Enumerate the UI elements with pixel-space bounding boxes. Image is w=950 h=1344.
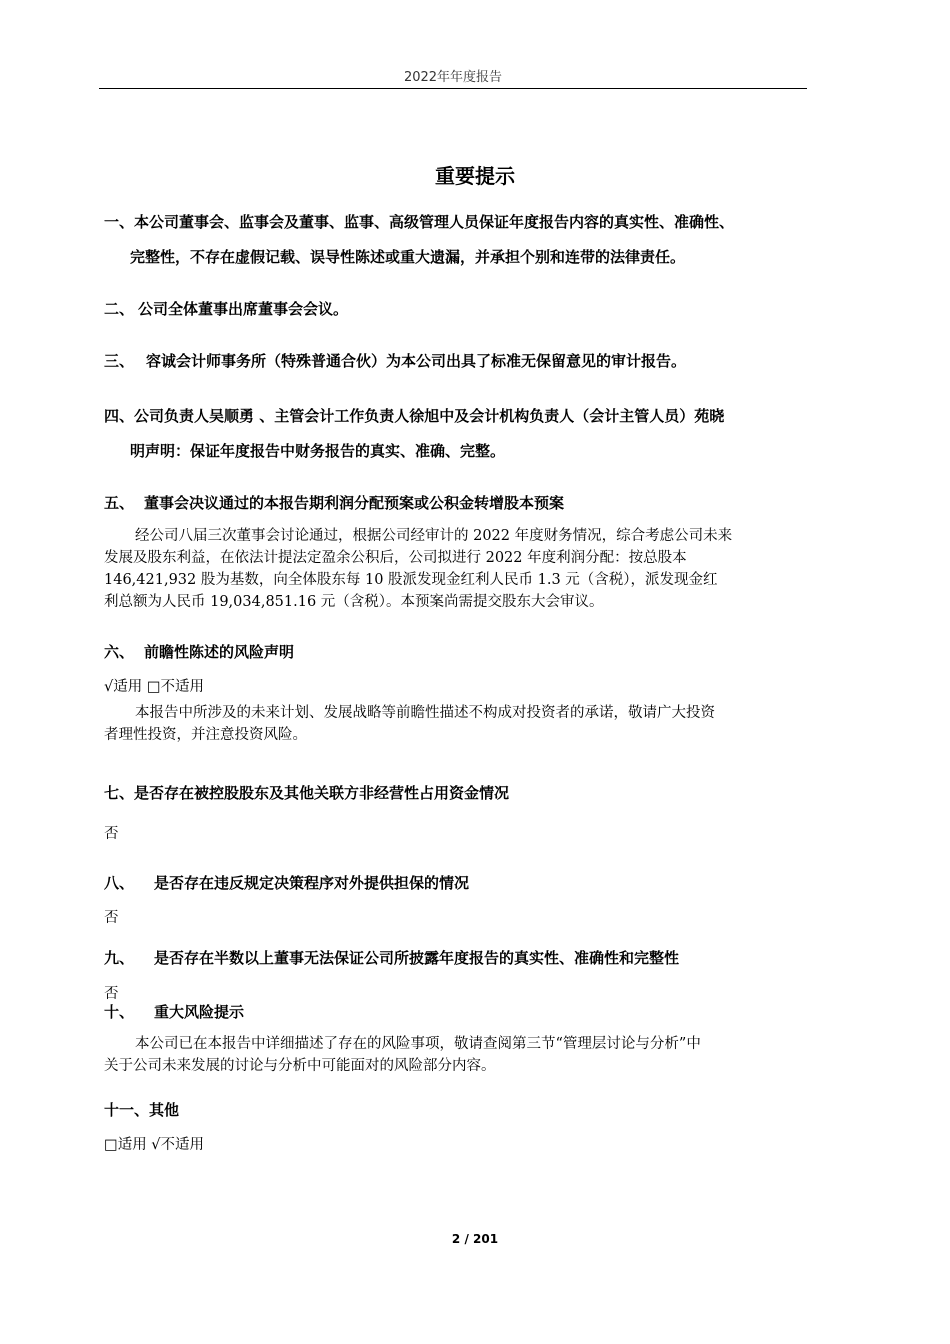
item-8-number: 八、 [104, 874, 135, 892]
item-7-answer: 否 [104, 826, 119, 842]
item-5-body-line-1: 经公司八届三次董事会讨论通过，根据公司经审计的 2022 年度财务情况，综合考虑公司未来 [135, 528, 733, 544]
page-title: 重要提示 [435, 164, 515, 188]
item-4-text-a: 公司负责人吴顺勇 、主管会计工作负责人徐旭中及会计机构负责人（会计主管人员）苑晓 [134, 407, 725, 425]
item-6-number: 六、 [104, 643, 135, 661]
item-3 [104, 345, 686, 377]
item-2-number: 二、 [104, 300, 135, 318]
item-8-answer: 否 [104, 910, 119, 926]
item-5-body-line-3: 146,421,932 股为基数，向全体股东每 10 股派发现金红利人民币 1.3 元（含税），派发现金红 [104, 572, 718, 588]
item-4-number: 四、 [104, 407, 135, 425]
item-5-body-line-4: 利总额为人民币 19,034,851.16 元（含税）。本预案尚需提交股东大会审议。 [104, 594, 604, 610]
page-header: 2022年年度报告 [403, 70, 503, 85]
item-5-body-line-2: 发展及股东利益，在依法计提法定盈余公积后，公司拟进行 2022 年度利润分配：按总股本 [104, 550, 687, 566]
item-1-line-1 [104, 206, 734, 238]
item-3-text: 容诚会计师事务所（特殊普通合伙）为本公司出具了标准无保留意见的审计报告。 [146, 352, 687, 370]
page-number: 2 / 201 [451, 1232, 499, 1246]
item-10-number: 十、 [104, 1003, 135, 1021]
item-10-text: 重大风险提示 [154, 1003, 245, 1021]
item-7-number: 七、 [104, 784, 135, 802]
item-11 [104, 1094, 179, 1126]
item-6-text: 前瞻性陈述的风险声明 [144, 643, 295, 661]
item-10-body-line-2: 关于公司未来发展的讨论与分析中可能面对的风险部分内容。 [104, 1058, 496, 1074]
item-5-number: 五、 [104, 494, 135, 512]
item-11-number: 十一、 [104, 1101, 150, 1119]
item-2-text: 公司全体董事出席董事会会议。 [138, 300, 349, 318]
item-9-answer: 否 [104, 986, 119, 1002]
item-10-body [104, 1033, 812, 1077]
item-6-applicability: √适用 □不适用 [104, 679, 205, 695]
item-10-body-line-1: 本公司已在本报告中详细描述了存在的风险事项，敬请查阅第三节“管理层讨论与分析”中 [135, 1036, 701, 1052]
item-9-number: 九、 [104, 949, 135, 967]
item-11-text: 其他 [149, 1101, 180, 1119]
item-6-body-line-2: 者理性投资，并注意投资风险。 [104, 727, 307, 743]
header-divider [99, 88, 807, 89]
item-4-line-1 [104, 400, 724, 432]
item-5 [104, 487, 564, 519]
item-9-text: 是否存在半数以上董事无法保证公司所披露年度报告的真实性、准确性和完整性 [154, 949, 680, 967]
item-10 [104, 996, 244, 1028]
item-6-body-line-1: 本报告中所涉及的未来计划、发展战略等前瞻性描述不构成对投资者的承诺，敬请广大投资 [135, 705, 715, 721]
item-4-text-b: 明声明：保证年度报告中财务报告的真实、准确、完整。 [130, 442, 506, 460]
item-3-number: 三、 [104, 352, 135, 370]
item-2 [104, 293, 348, 325]
item-5-body [104, 525, 812, 613]
item-8-text: 是否存在违反规定决策程序对外提供担保的情况 [154, 874, 470, 892]
item-7 [104, 777, 509, 809]
item-7-text: 是否存在被控股股东及其他关联方非经营性占用资金情况 [134, 784, 510, 802]
item-8 [104, 867, 469, 899]
item-11-applicability: □适用 √不适用 [104, 1137, 205, 1153]
item-1-number: 一、 [104, 213, 135, 231]
item-6 [104, 636, 294, 668]
item-1-text-b: 完整性，不存在虚假记载、误导性陈述或重大遗漏，并承担个别和连带的法律责任。 [130, 248, 686, 266]
item-5-text: 董事会决议通过的本报告期利润分配预案或公积金转增股本预案 [144, 494, 565, 512]
item-9 [104, 942, 679, 974]
item-1-text-a: 本公司董事会、监事会及董事、监事、高级管理人员保证年度报告内容的真实性、准确性、 [134, 213, 735, 231]
item-6-body [104, 702, 812, 746]
